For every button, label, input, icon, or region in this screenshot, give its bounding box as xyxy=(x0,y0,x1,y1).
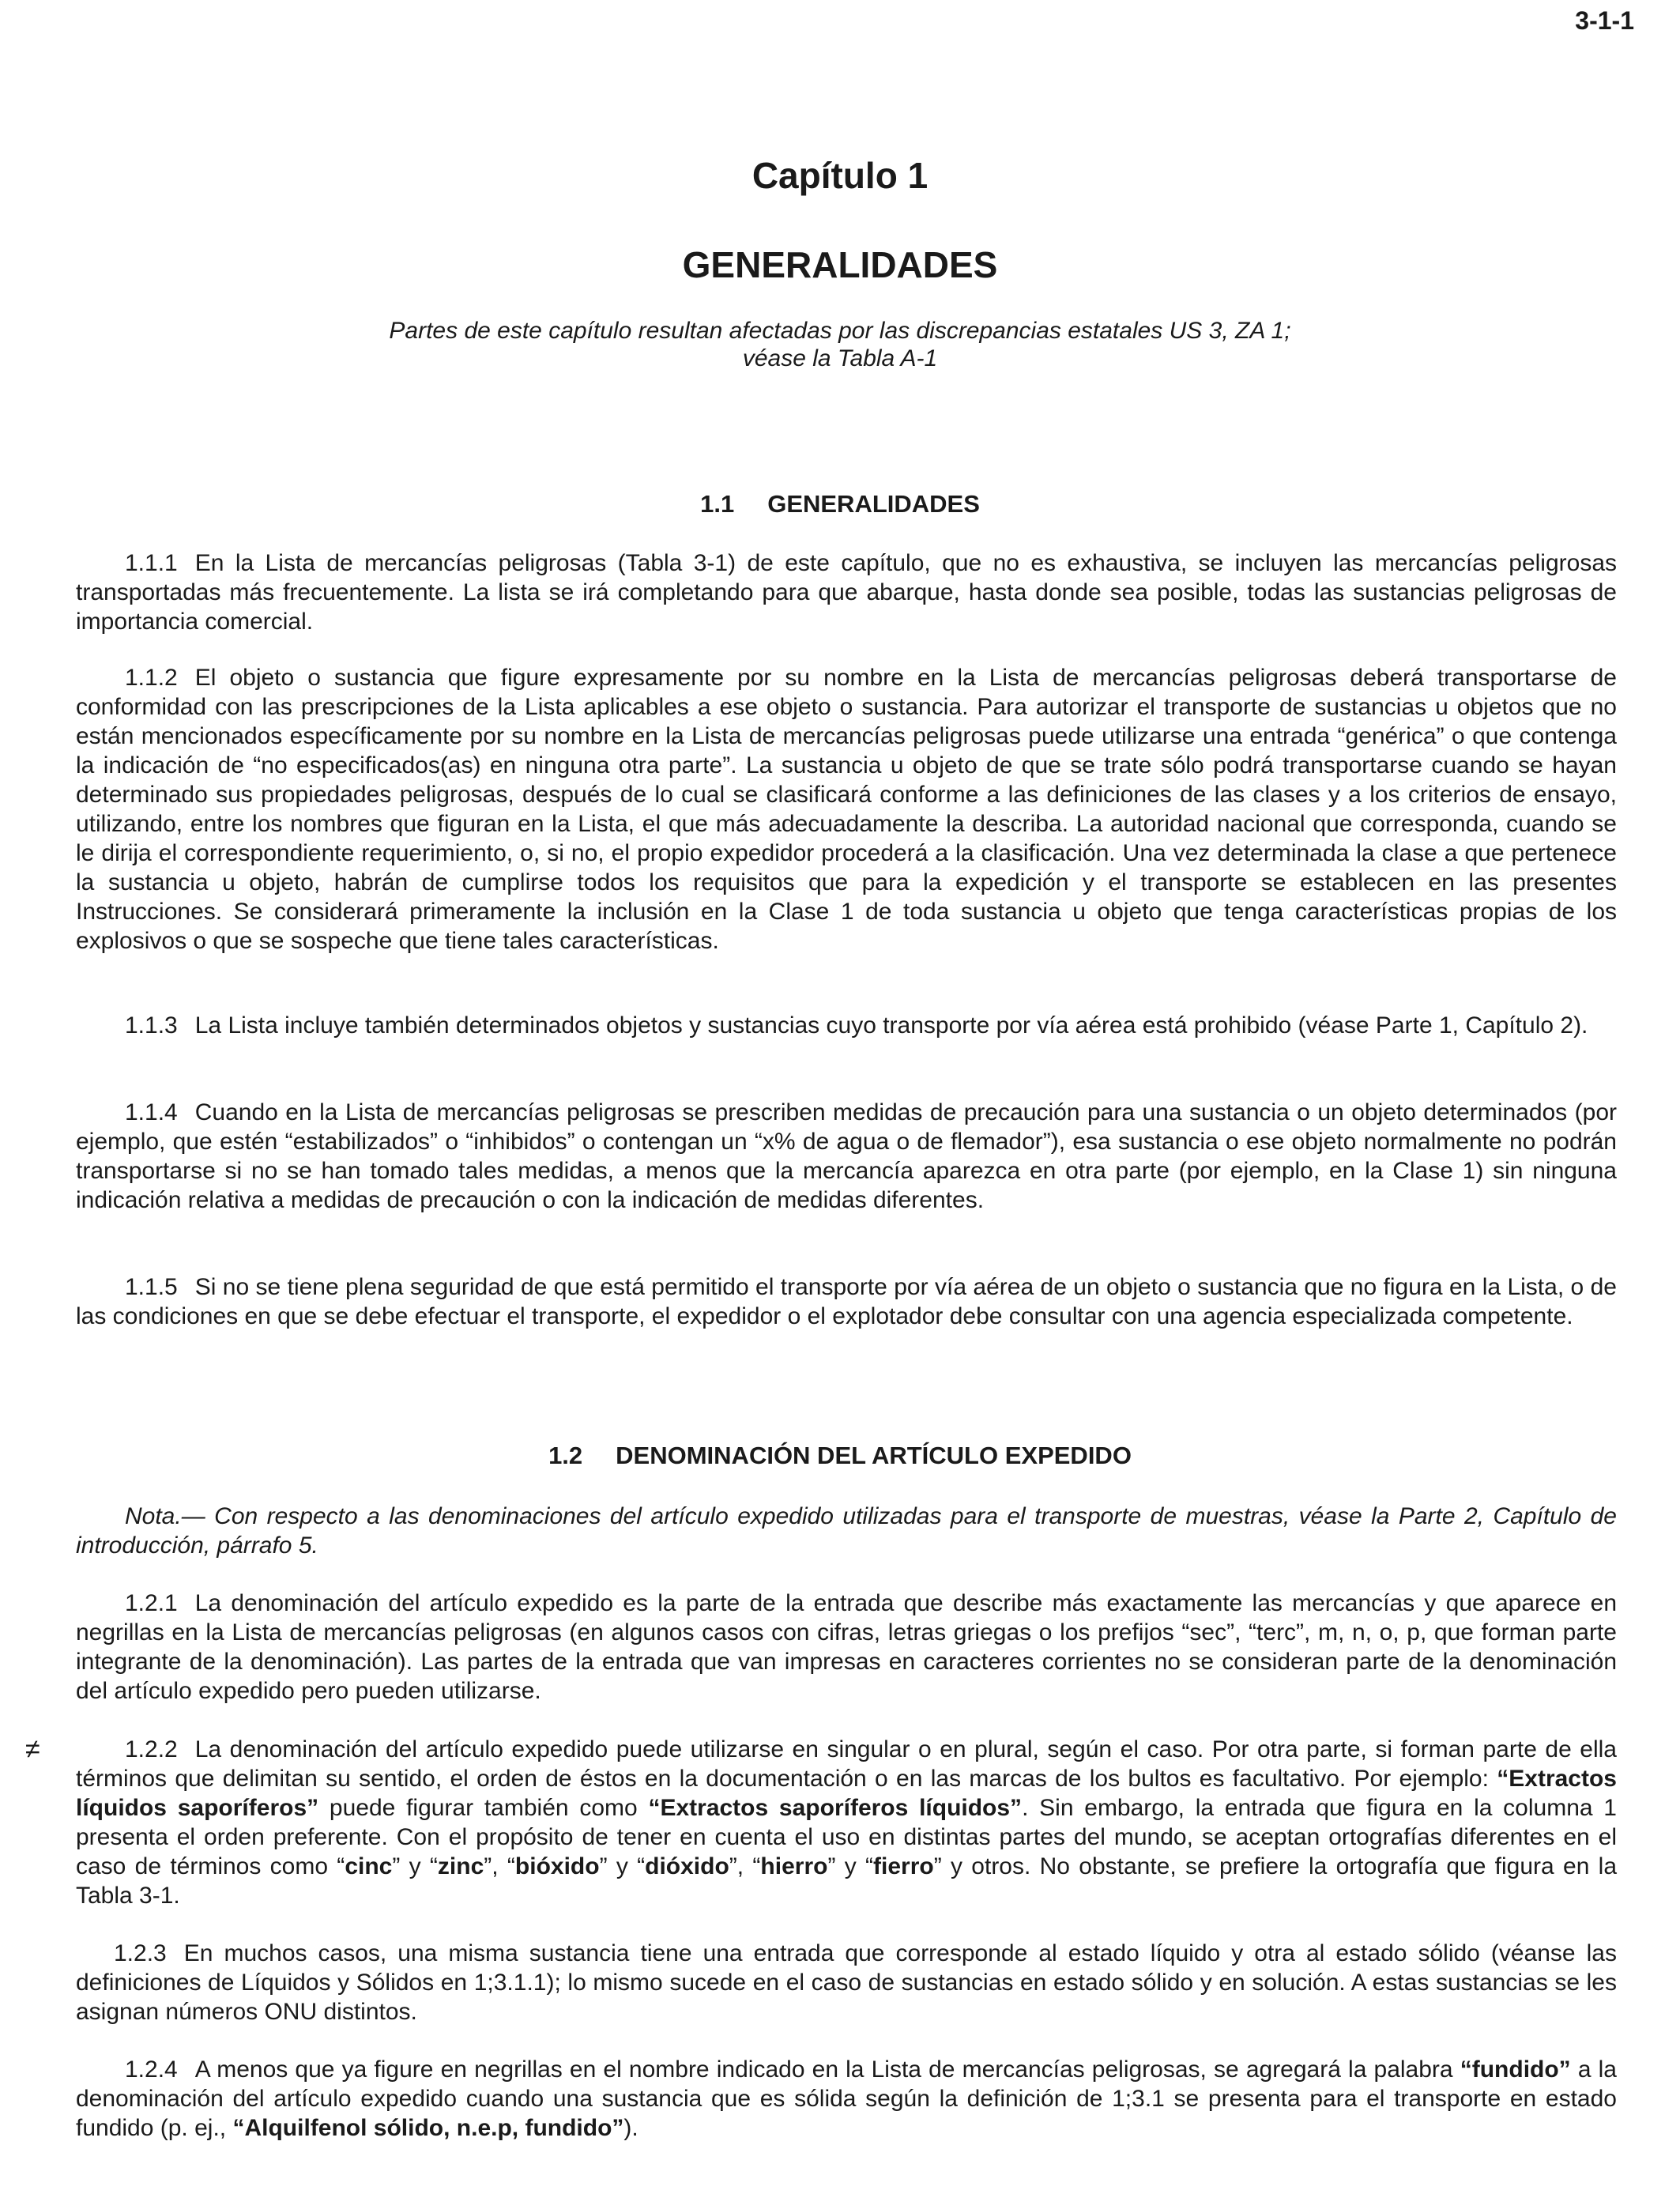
bold-term: bióxido xyxy=(514,1853,600,1879)
discrepancy-line-2: véase la Tabla A-1 xyxy=(742,345,938,371)
paragraph-1-1-1 xyxy=(76,548,1617,636)
bold-term: cinc xyxy=(345,1853,393,1879)
paragraph-1-2-2 xyxy=(76,1735,1617,1910)
paragraph-number: 1.1.4 xyxy=(125,1099,178,1125)
section-title: DENOMINACIÓN DEL ARTÍCULO EXPEDIDO xyxy=(616,1442,1132,1469)
bold-term: zinc xyxy=(437,1853,484,1879)
bold-term: “Alquilfenol sólido, n.e.p, fundido” xyxy=(232,2115,624,2141)
paragraph-number: 1.1.1 xyxy=(125,550,178,576)
chapter-heading: Capítulo 1 xyxy=(751,155,929,196)
note-paragraph xyxy=(76,1502,1617,1560)
paragraph-1-1-5 xyxy=(76,1272,1617,1331)
text-run: ). xyxy=(623,2115,638,2141)
change-mark-icon: ≠ xyxy=(25,1734,40,1764)
bold-term: dióxido xyxy=(645,1853,729,1879)
paragraph-text: El objeto o sustancia que figure expresamente por su nombre en la Lista de mercancías peligrosas deberá transportarse de conformidad con las prescripciones de la Lista aplicables a ese objeto o sustancia. Para autorizar el transporte de sustancias u objetos que no están mencionados específicamente por su nombre en la Lista de mercancías peligrosas puede utilizarse una entrada “genérica” o que contenga la indicación de “no especificados(as) en ninguna otra parte”. La sustancia u objeto de que se trate sólo podrá transportarse cuando se hayan determinado sus propiedades peligrosas, después de lo cual se clasificará conforme a las definiciones de las clases y a los criterios de ensayo, utilizando, entre los nombres que figuran en la Lista, el que más adecuadamente la describa. La autoridad nacional que corresponda, cuando se le dirija el correspondiente requerimiento, o, si no, el propio expedidor procederá a la clasificación. Una vez determinada la clase a que pertenece la sustancia u objeto, habrán de cumplirse todos los requisitos que para la expedición y el transporte se establecen en las presentes Instrucciones. Se considerará primeramente la inclusión en la Clase 1 de toda sustancia u objeto que tenga características propias de los explosivos o que se sospeche que tiene tales características. xyxy=(76,665,1617,954)
chapter-title: GENERALIDADES xyxy=(682,244,998,285)
text-run: a la denominación del artículo expedido cuando una sustancia que es sólida según la definición de 1;3.1 se presenta para el transporte en estado fundido (p. ej., xyxy=(76,2056,1617,2141)
bold-term: hierro xyxy=(760,1853,828,1879)
paragraph-number: 1.2.1 xyxy=(125,1590,178,1616)
paragraph-1-2-1 xyxy=(76,1589,1617,1706)
note-label: Nota.— xyxy=(125,1503,205,1529)
paragraph-text: En muchos casos, una misma sustancia tiene una entrada que corresponde al estado líquido y otra al estado sólido (véanse las definiciones de Líquidos y Sólidos en 1;3.1.1); lo mismo sucede en el caso de sustancias en estado sólido y en solución. A estas sustancias se les asignan números ONU distintos. xyxy=(76,1940,1617,2025)
paragraph-text: La denominación del artículo expedido es la parte de la entrada que describe más exactamente las mercancías y que aparece en negrillas en la Lista de mercancías peligrosas (en algunos casos con cifras, letras griegas o los prefijos “sec”, “terc”, m, n, o, p, que forman parte integrante de la denominación). Las partes de la entrada que van impresas en caracteres corrientes no se consideran parte de la denominación del artículo expedido pero pueden utilizarse. xyxy=(76,1590,1617,1704)
paragraph-number: 1.1.2 xyxy=(125,665,178,691)
paragraph-1-1-4 xyxy=(76,1098,1617,1215)
text-run: ”, “ xyxy=(484,1853,515,1879)
section-number: 1.2 xyxy=(548,1442,583,1469)
paragraph-1-2-3 xyxy=(76,1939,1617,2026)
text-run: . Sin embargo, la entrada que figura en la columna 1 presenta el orden preferente. Con el propósito de tener en cuenta el uso en distintas partes del mundo, se aceptan ortografías diferentes en el caso de términos como “ xyxy=(76,1795,1617,1879)
paragraph-1-2-4 xyxy=(76,2055,1617,2143)
bold-term: fierro xyxy=(873,1853,934,1879)
text-run: ” y otros. No obstante, se prefiere la ortografía que figura en la Tabla 3-1. xyxy=(76,1853,1618,1909)
paragraph-1-1-2 xyxy=(76,663,1617,956)
text-run: ”, “ xyxy=(729,1853,761,1879)
section-heading-1-2 xyxy=(0,1442,1680,1470)
paragraph-number: 1.1.3 xyxy=(125,1012,178,1039)
paragraph-text: Cuando en la Lista de mercancías peligrosas se prescriben medidas de precaución para una sustancia o un objeto determinados (por ejemplo, que estén “estabilizados” o “inhibidos” o contengan un “x% de agua o de flemador”), esa sustancia o ese objeto normalmente no podrán transportarse si no se han tomado tales medidas, a menos que la mercancía aparezca en otra parte (por ejemplo, en la Clase 1) sin ninguna indicación relativa a medidas de precaución o con la indicación de medidas diferentes. xyxy=(76,1099,1617,1213)
note-text: Con respecto a las denominaciones del artículo expedido utilizadas para el transporte de muestras, véase la Parte 2, Capítulo de introducción, párrafo 5. xyxy=(76,1503,1617,1559)
discrepancy-line-1: Partes de este capítulo resultan afectadas por las discrepancias estatales US 3, ZA 1; xyxy=(389,318,1291,344)
bold-term: “Extractos líquidos saporíferos” xyxy=(76,1766,1617,1821)
text-run: ” y “ xyxy=(827,1853,874,1879)
text-run: ” y “ xyxy=(599,1853,646,1879)
section-title: GENERALIDADES xyxy=(767,490,980,518)
paragraph-text: La Lista incluye también determinados objetos y sustancias cuyo transporte por vía aérea está prohibido (véase Parte 1, Capítulo 2). xyxy=(194,1012,1588,1039)
page-number: 3-1-1 xyxy=(1575,6,1634,35)
text-run: puede figurar también como xyxy=(318,1795,649,1821)
text-run: La denominación del artículo expedido puede utilizarse en singular o en plural, según el caso. Por otra parte, si forman parte de ella términos que delimitan su sentido, el orden de éstos en la documentación o en las marcas de los bultos es facultativo. Por ejemplo: xyxy=(76,1736,1617,1792)
text-run: ” y “ xyxy=(392,1853,438,1879)
paragraph-number: 1.1.5 xyxy=(125,1274,178,1300)
discrepancy-note xyxy=(0,317,1680,372)
text-run: A menos que ya figure en negrillas en el nombre indicado en la Lista de mercancías peligrosas, se agregará la palabra xyxy=(194,2056,1460,2083)
paragraph-text: Si no se tiene plena seguridad de que está permitido el transporte por vía aérea de un objeto o sustancia que no figura en la Lista, o de las condiciones en que se debe efectuar el transporte, el expedidor o el explotador debe consultar con una agencia especializada competente. xyxy=(76,1274,1617,1329)
bold-term: “Extractos saporíferos líquidos” xyxy=(648,1795,1023,1821)
paragraph-number: 1.2.3 xyxy=(114,1940,167,1966)
paragraph-1-1-3 xyxy=(76,1011,1617,1040)
section-heading-1-1 xyxy=(0,490,1680,518)
paragraph-number: 1.2.4 xyxy=(125,2056,178,2083)
section-number: 1.1 xyxy=(700,490,735,518)
paragraph-number: 1.2.2 xyxy=(125,1736,178,1762)
paragraph-text: En la Lista de mercancías peligrosas (Tabla 3-1) de este capítulo, que no es exhaustiva, se incluyen las mercancías peligrosas transportadas más frecuentemente. La lista se irá completando para que abarque, hasta donde sea posible, todas las sustancias peligrosas de importancia comercial. xyxy=(76,550,1617,635)
bold-term: “fundido” xyxy=(1460,2056,1571,2083)
